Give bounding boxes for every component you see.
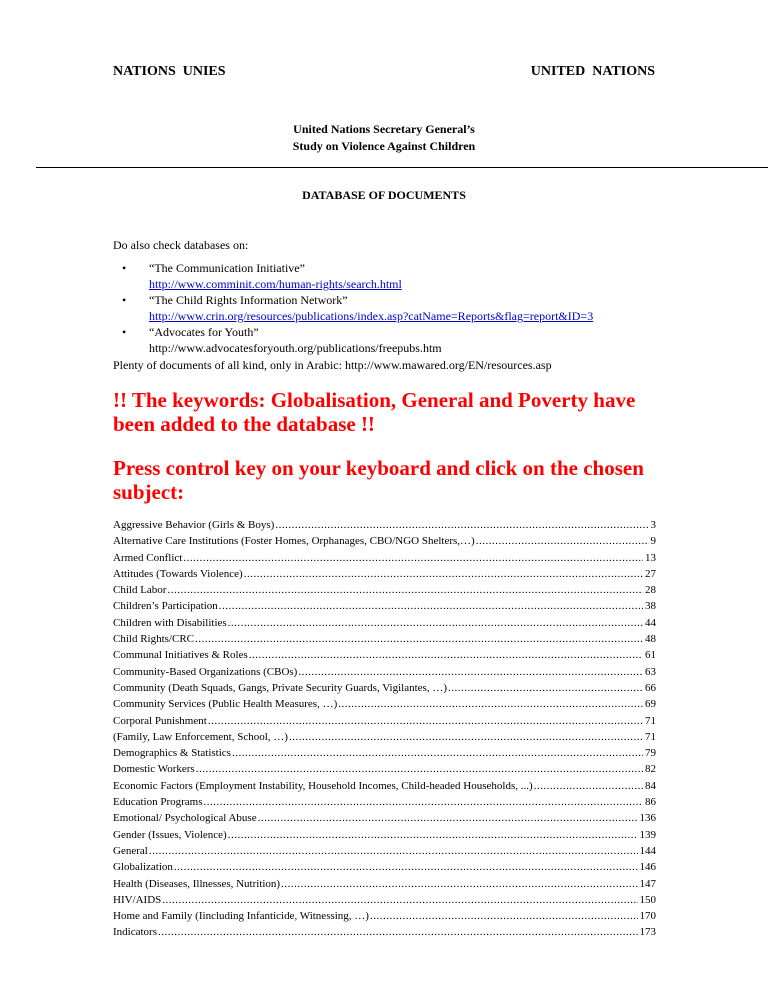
toc-entry-page: 63 xyxy=(645,665,656,678)
toc-entry-page: 170 xyxy=(639,910,656,923)
toc-entry[interactable] xyxy=(113,892,656,908)
toc-entry[interactable] xyxy=(113,794,656,810)
toc-entry-page: 84 xyxy=(645,779,656,792)
toc-entry[interactable] xyxy=(113,533,656,549)
toc-leader-dots xyxy=(162,892,637,908)
toc-entry-label[interactable]: Children with Disabilities xyxy=(113,616,227,629)
toc-entry-page: 27 xyxy=(645,567,656,580)
toc-entry-label[interactable]: Health (Diseases, Illnesses, Nutrition) xyxy=(113,877,281,890)
toc-entry-page: 146 xyxy=(639,861,656,874)
toc-leader-dots xyxy=(275,517,648,533)
toc-entry-label[interactable]: Education Programs xyxy=(113,796,203,809)
toc-entry-page: 61 xyxy=(645,649,656,662)
bullet-icon: • xyxy=(122,261,127,275)
toc-entry-label[interactable]: Child Labor xyxy=(113,584,167,597)
database-item-advocates-for-youth xyxy=(113,324,673,356)
toc-leader-dots xyxy=(249,647,643,663)
toc-entry[interactable] xyxy=(113,908,656,924)
toc-entry-label[interactable]: Armed Conflict xyxy=(113,551,183,564)
instruction-heading: Press control key on your keyboard and click on the chosen subject: xyxy=(113,456,644,504)
toc-entry-page: 28 xyxy=(645,584,656,597)
toc-leader-dots xyxy=(149,843,638,859)
toc-entry-label[interactable]: Demographics & Statistics xyxy=(113,747,231,760)
toc-entry[interactable] xyxy=(113,566,656,582)
toc-leader-dots xyxy=(244,566,643,582)
bullet-icon: • xyxy=(122,293,127,307)
check-databases-intro: Do also check databases on: xyxy=(113,238,249,252)
toc-entry[interactable] xyxy=(113,664,656,680)
toc-leader-dots xyxy=(258,810,638,826)
toc-entry[interactable] xyxy=(113,924,656,940)
toc-entry-page: 13 xyxy=(645,551,656,564)
toc-leader-dots xyxy=(289,729,643,745)
header-nations-unies: NATIONS UNIES xyxy=(113,64,226,79)
toc-entry-page: 139 xyxy=(639,828,656,841)
toc-entry[interactable] xyxy=(113,876,656,892)
toc-entry[interactable] xyxy=(113,582,656,598)
toc-entry-page: 150 xyxy=(639,893,656,906)
toc-entry-label[interactable]: Community (Death Squads, Gangs, Private Security Guards, Vigilantes, …) xyxy=(113,681,447,694)
toc-leader-dots xyxy=(174,859,638,875)
toc-entry-label[interactable]: Attitudes (Towards Violence) xyxy=(113,567,243,580)
toc-leader-dots xyxy=(204,794,643,810)
toc-entry[interactable] xyxy=(113,859,656,875)
toc-leader-dots xyxy=(534,778,643,794)
toc-entry[interactable] xyxy=(113,550,656,566)
bullet-icon: • xyxy=(122,325,127,339)
database-name: “Advocates for Youth” xyxy=(149,325,259,339)
toc-entry-label[interactable]: Alternative Care Institutions (Foster Homes, Orphanages, CBO/NGO Shelters,…) xyxy=(113,535,475,548)
toc-entry-page: 86 xyxy=(645,796,656,809)
toc-entry-label[interactable]: Corporal Punishment xyxy=(113,714,207,727)
toc-leader-dots xyxy=(281,876,637,892)
header-united-nations: UNITED NATIONS xyxy=(530,64,655,79)
toc-entry[interactable] xyxy=(113,647,656,663)
header-divider xyxy=(36,167,768,168)
toc-entry-page: 38 xyxy=(645,600,656,613)
database-title: DATABASE OF DOCUMENTS xyxy=(302,188,466,202)
toc-leader-dots xyxy=(338,696,643,712)
database-item-crin xyxy=(113,292,673,324)
toc-entry[interactable] xyxy=(113,680,656,696)
toc-entry-page: 66 xyxy=(645,681,656,694)
database-name: “The Communication Initiative” xyxy=(149,261,305,275)
toc-entry-label[interactable]: (Family, Law Enforcement, School, …) xyxy=(113,730,288,743)
toc-entry[interactable] xyxy=(113,615,656,631)
toc-entry-page: 9 xyxy=(650,535,656,548)
keywords-notice: !! The keywords: Globalisation, General and Poverty have been added to the database !! xyxy=(113,388,636,436)
study-title-line-2: Study on Violence Against Children xyxy=(292,139,476,153)
toc-entry-page: 44 xyxy=(645,616,656,629)
toc-leader-dots xyxy=(158,924,638,940)
toc-entry[interactable] xyxy=(113,713,656,729)
toc-entry-page: 71 xyxy=(645,714,656,727)
toc-leader-dots xyxy=(232,745,643,761)
database-item-communication-initiative xyxy=(113,260,673,292)
toc-entry-page: 79 xyxy=(645,747,656,760)
toc-leader-dots xyxy=(228,615,643,631)
toc-entry-label[interactable]: General xyxy=(113,844,148,857)
toc-entry[interactable] xyxy=(113,696,656,712)
toc-leader-dots xyxy=(183,550,643,566)
toc-leader-dots xyxy=(196,761,643,777)
toc-entry-label[interactable]: Indicators xyxy=(113,926,157,939)
toc-entry-page: 144 xyxy=(639,844,656,857)
study-title-line-1: United Nations Secretary General’s xyxy=(293,122,475,136)
database-url-text: http://www.advocatesforyouth.org/publications/freepubs.htm xyxy=(149,341,442,355)
toc-entry[interactable] xyxy=(113,827,656,843)
toc-entry[interactable] xyxy=(113,778,656,794)
toc-entry-label[interactable]: Gender (Issues, Violence) xyxy=(113,828,227,841)
toc-entry-label[interactable]: Community-Based Organizations (CBOs) xyxy=(113,665,298,678)
toc-entry-page: 48 xyxy=(645,633,656,646)
study-title xyxy=(0,121,768,155)
toc-entry[interactable] xyxy=(113,598,656,614)
toc-entry-page: 69 xyxy=(645,698,656,711)
toc-leader-dots xyxy=(298,664,643,680)
toc-entry-label[interactable]: Globalization xyxy=(113,861,173,874)
toc-leader-dots xyxy=(167,582,643,598)
toc-entry-label[interactable]: Emotional/ Psychological Abuse xyxy=(113,812,257,825)
toc-entry-label[interactable]: Economic Factors (Employment Instability, Household Incomes, Child-headed Households, ...) xyxy=(113,779,533,792)
toc-entry[interactable] xyxy=(113,517,656,533)
toc-entry[interactable] xyxy=(113,843,656,859)
toc-leader-dots xyxy=(448,680,643,696)
toc-entry-label[interactable]: HIV/AIDS xyxy=(113,893,162,906)
toc-entry-label[interactable]: Children’s Participation xyxy=(113,600,218,613)
arabic-documents-note: Plenty of documents of all kind, only in Arabic: http://www.mawared.org/EN/resources.asp xyxy=(113,358,552,372)
toc-entry-page: 147 xyxy=(639,877,656,890)
toc-leader-dots xyxy=(370,908,638,924)
toc-entry-page: 3 xyxy=(650,519,656,531)
toc-entry-page: 173 xyxy=(639,926,656,939)
toc-leader-dots xyxy=(208,713,643,729)
toc-entry-label[interactable]: Communal Initiatives & Roles xyxy=(113,649,248,662)
toc-leader-dots xyxy=(195,631,643,647)
toc-entry-label[interactable]: Aggressive Behavior (Girls & Boys) xyxy=(113,519,275,531)
toc-entry[interactable] xyxy=(113,761,656,777)
database-link[interactable]: http://www.comminit.com/human-rights/search.html xyxy=(149,277,402,291)
toc-entry[interactable] xyxy=(113,631,656,647)
toc-entry[interactable] xyxy=(113,729,656,745)
toc-entry[interactable] xyxy=(113,810,656,826)
database-name: “The Child Rights Information Network” xyxy=(149,293,348,307)
toc-entry-page: 82 xyxy=(645,763,656,776)
toc-leader-dots xyxy=(219,598,643,614)
database-list xyxy=(113,260,673,356)
toc-leader-dots xyxy=(476,533,649,549)
toc-entry-page: 136 xyxy=(639,812,656,825)
toc-entry-page: 71 xyxy=(645,730,656,743)
toc-entry-label[interactable]: Domestic Workers xyxy=(113,763,195,776)
database-link[interactable]: http://www.crin.org/resources/publications/index.asp?catName=Reports&flag=report&ID=3 xyxy=(149,309,594,323)
toc-entry[interactable] xyxy=(113,745,656,761)
toc-leader-dots xyxy=(228,827,638,843)
table-of-contents xyxy=(113,517,656,941)
toc-entry-label[interactable]: Child Rights/CRC xyxy=(113,633,194,646)
toc-entry-label[interactable]: Community Services (Public Health Measures, …) xyxy=(113,698,338,711)
toc-entry-label[interactable]: Home and Family (Iincluding Infanticide, Witnessing, …) xyxy=(113,910,369,923)
